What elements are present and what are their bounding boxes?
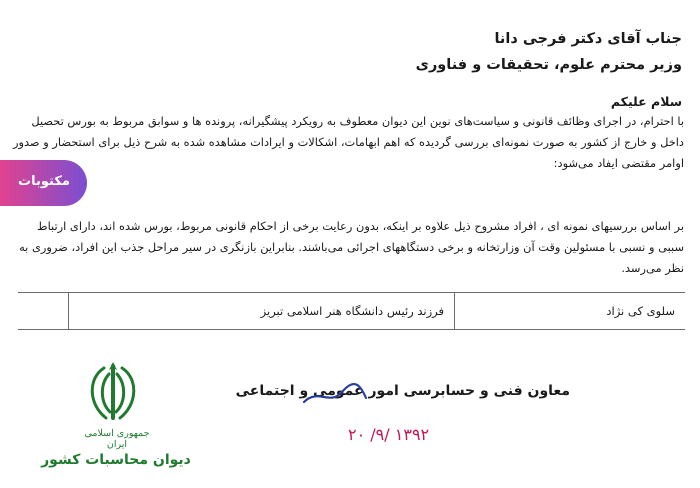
handwritten-date: ۱۳۹۲ /۹/ ۲۰ [348, 425, 430, 444]
badge-label: مکتوبات [18, 174, 70, 189]
empty-cell [18, 293, 69, 330]
person-relation: فرزند رئیس دانشگاه هنر اسلامی تبریز [69, 293, 455, 330]
addressee-title: وزیر محترم علوم، تحقیقات و فناوری [415, 57, 682, 73]
maktoobat-badge [0, 160, 88, 206]
person-name: سلوی کی نژاد [455, 293, 686, 330]
organization-name: دیوان محاسبات کشور [41, 452, 191, 468]
paragraph-findings: بر اساس بررسیهای نمونه ای ، افراد مشروح ذیل علاوه بر اینکه، بدون رعایت برخی از احکام قانونی مربوط، بورس شده اند، دارای ارتباط سببی و نسبی با مسئولین وقت آن وزارتخانه و برخی دستگاههای اجرائی می‌باشند. بنابراین بازنگری در سیر مراحل جذب این افراد، ضروری به نظر می‌رسد. [19, 219, 684, 275]
signer-title: معاون فنی و حسابرسی امور عمومی و اجتماعی [235, 383, 570, 399]
addressee-name: جناب آقای دکتر فرجی دانا [494, 31, 682, 47]
related-persons-table [18, 292, 685, 330]
greeting: سلام علیکم [610, 94, 682, 109]
paragraph-intro: با احترام، در اجرای وظائف قانونی و سیاست‌های نوین این دیوان معطوف به رویکرد پیشگیرانه، پرونده ها و سوابق مربوط به بورس تحصیل داخل و خارج از کشور به صورت نمونه‌ای بررسی گردیده که اهم ابهامات، اشکالات و ایرادات مشاهده شده به شرح ذیل برای استحضار و صدور اوامر مقتضی ایفاد می‌شود: [12, 114, 684, 170]
iran-emblem-icon [82, 360, 144, 426]
table-row [18, 293, 685, 330]
emblem-caption: جمهوری اسلامی ایران [84, 428, 150, 450]
signature-stroke-icon [300, 380, 370, 410]
